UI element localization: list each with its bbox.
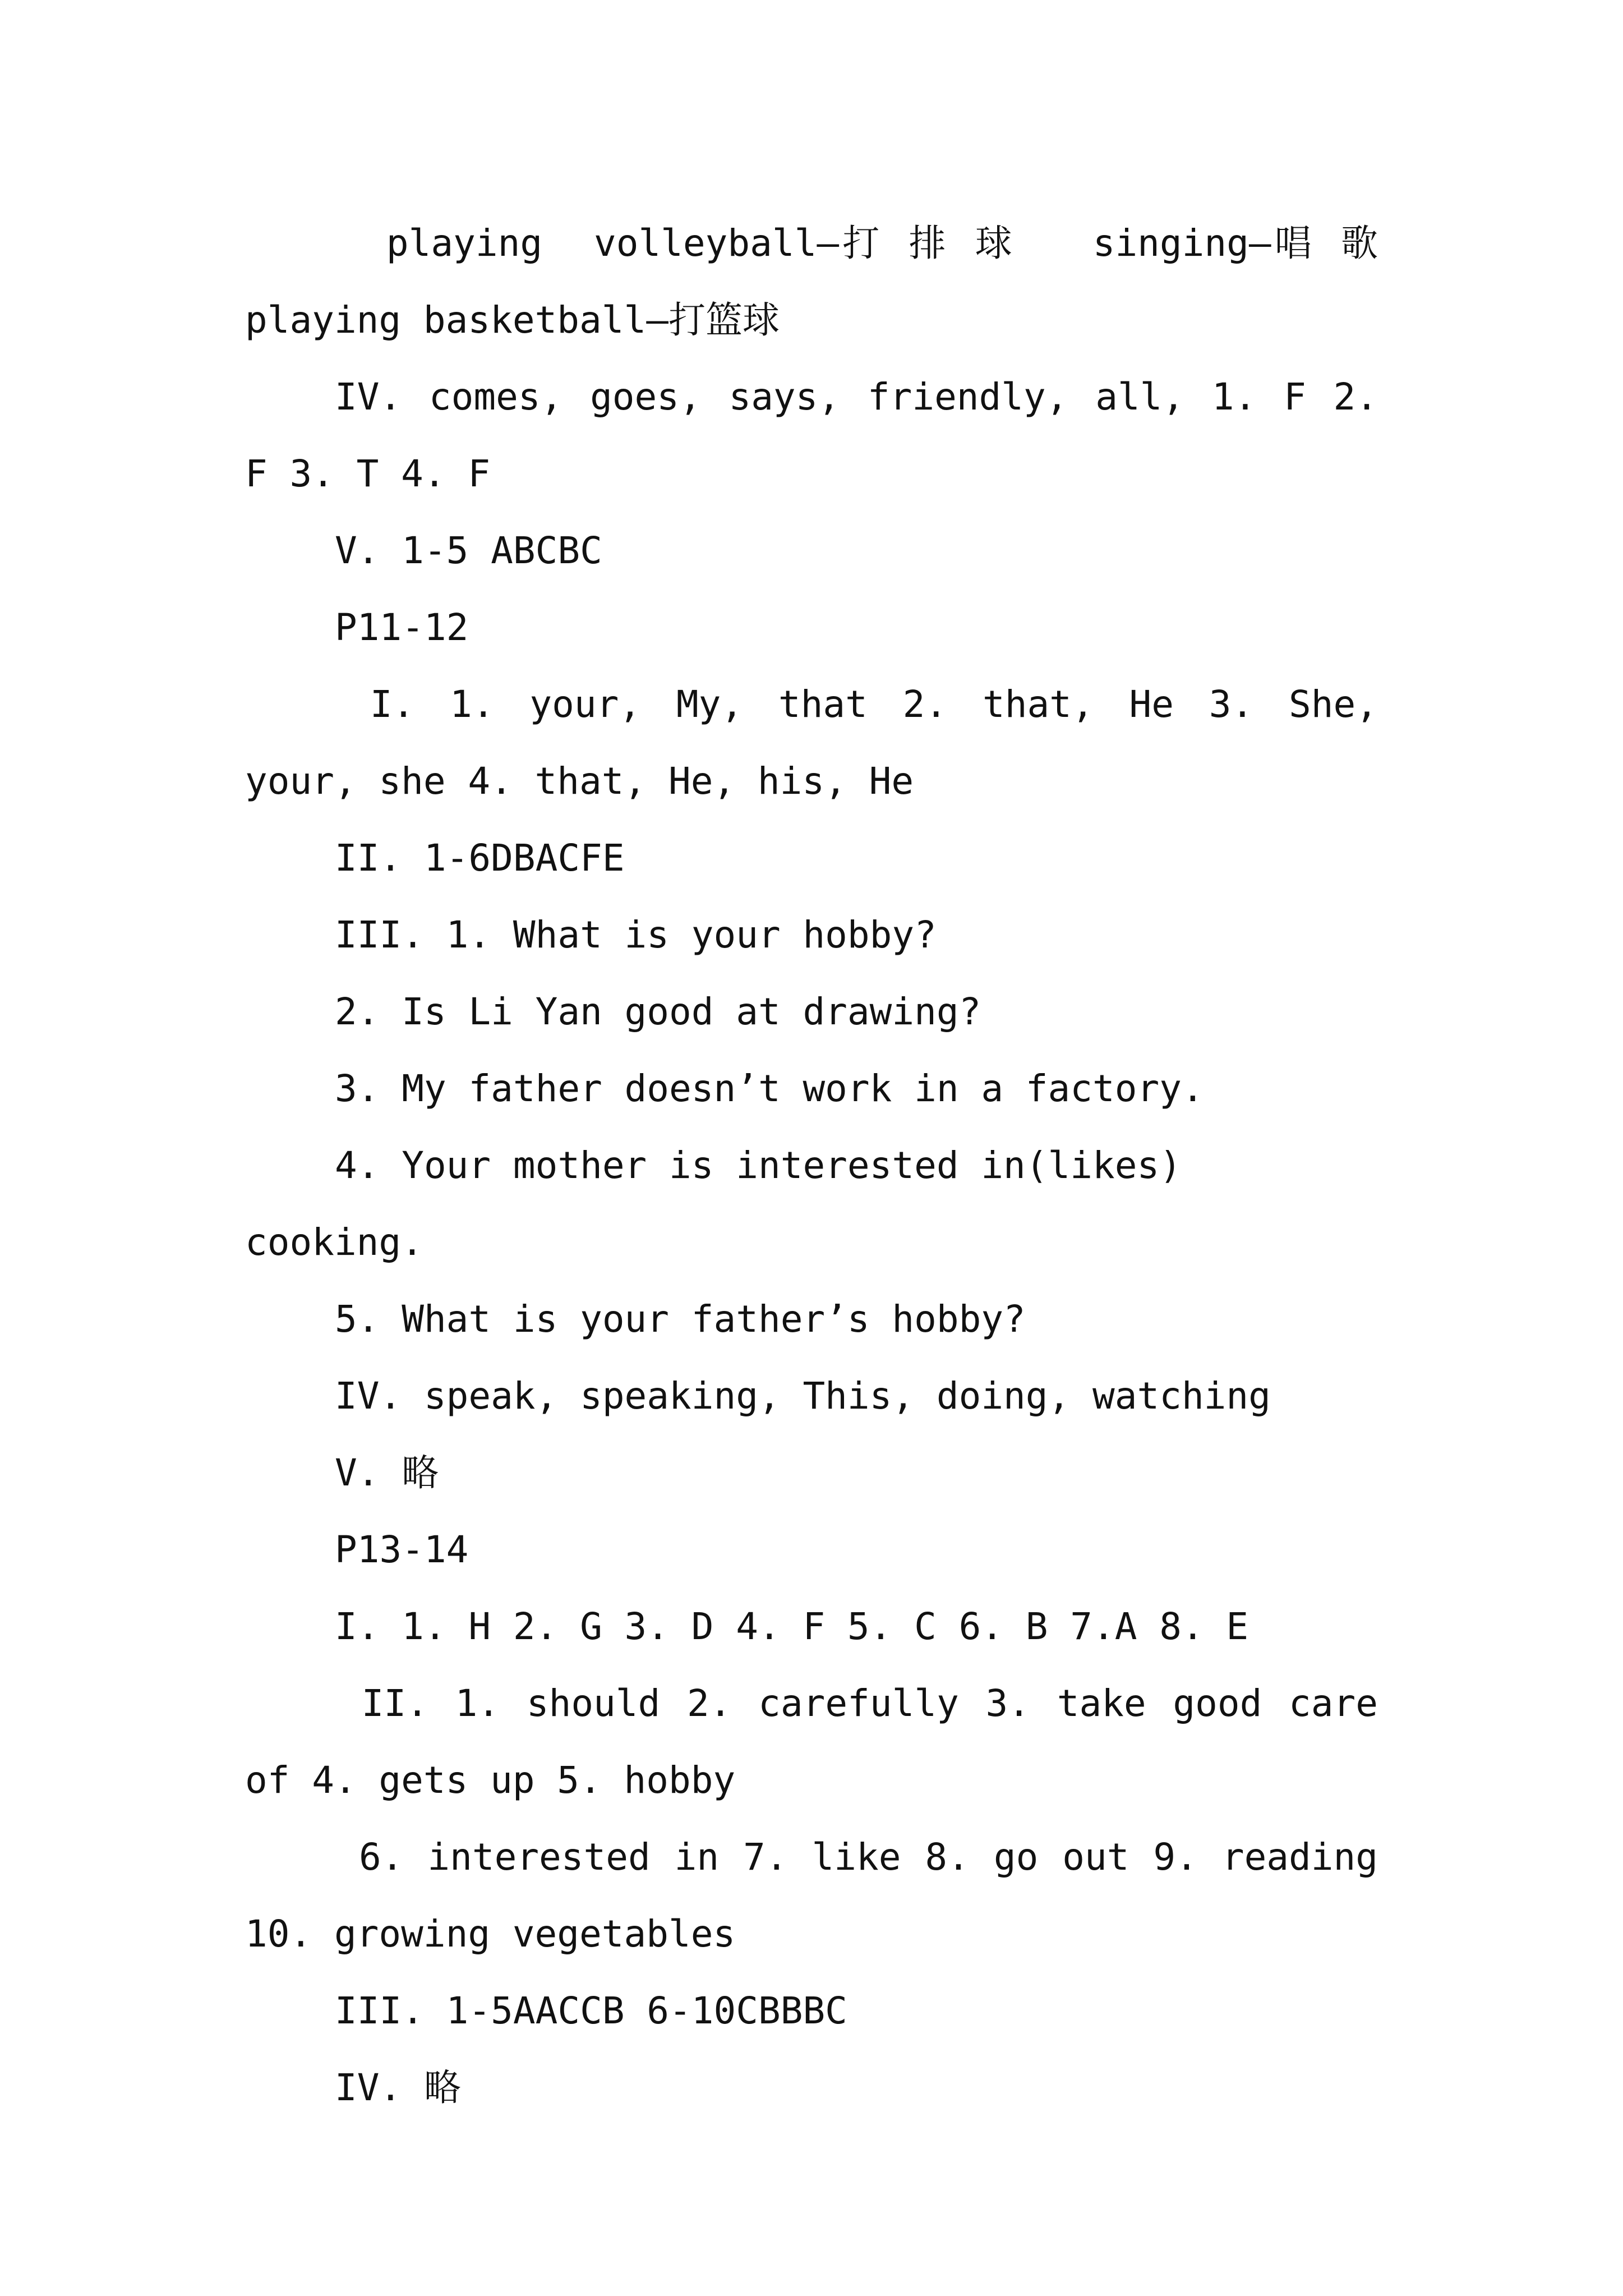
answer-line: IV. 略 [335, 2066, 461, 2109]
answer-line: V. 1-5 ABCBC [335, 529, 602, 572]
answer-line: III. 1. What is your hobby? [335, 913, 937, 956]
answer-line: 5. What is your father’s hobby? [335, 1297, 1026, 1341]
answer-line: I. 1. your, My, that 2. that, He 3. She, your, she 4. that, He, his, He [245, 683, 1400, 803]
section-heading: P13-14 [335, 1528, 469, 1571]
answer-line: III. 1-5AACCB 6-10CBBBC [335, 1989, 847, 2032]
section-heading: P11-12 [335, 606, 469, 649]
answer-line: IV. speak, speaking, This, doing, watching [335, 1374, 1271, 1418]
hobby-vocabulary-line: playing volleyball—打 排 球 singing—唱 歌 playing basketball—打篮球 [245, 222, 1400, 342]
answer-line: I. 1. H 2. G 3. D 4. F 5. C 6. B 7.A 8. E [335, 1605, 1249, 1648]
document-body [245, 205, 1400, 2126]
answer-line: 4. Your mother is interested in(likes) cooking. [245, 1144, 1204, 1264]
answer-line: 2. Is Li Yan good at drawing? [335, 990, 981, 1033]
answer-line: V. 略 [335, 1451, 439, 1494]
answer-line: 6. interested in 7. like 8. go out 9. reading 10. growing vegetables [245, 1835, 1400, 1955]
answer-line: II. 1. should 2. carefully 3. take good care of 4. gets up 5. hobby [245, 1682, 1400, 1802]
answer-line: 3. My father doesn’t work in a factory. [335, 1067, 1204, 1110]
answer-line: IV. comes, goes, says, friendly, all, 1. F 2. F 3. T 4. F [245, 375, 1400, 495]
answer-line: II. 1-6DBACFE [335, 836, 625, 880]
